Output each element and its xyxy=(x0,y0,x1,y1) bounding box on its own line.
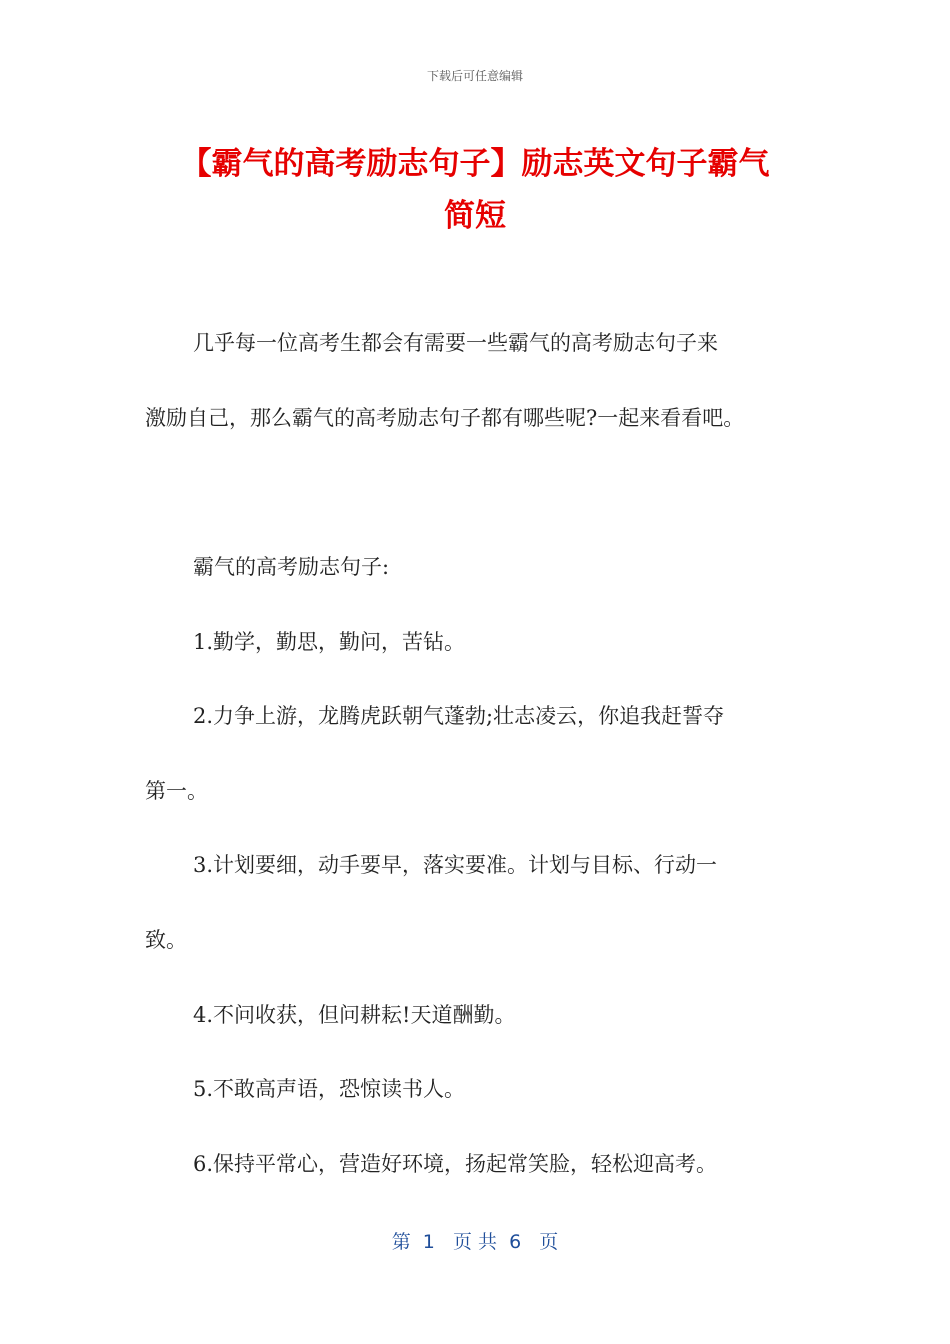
document-title-line-2: 简短 xyxy=(444,198,506,234)
intro-paragraph-line-1: 几乎每一位高考生都会有需要一些霸气的高考励志句子来 xyxy=(193,331,718,355)
list-item-4: 4.不问收获，但问耕耘!天道酬勤。 xyxy=(193,1003,516,1027)
list-item-2: 2.力争上游，龙腾虎跃朝气蓬勃;壮志凌云，你追我赶誓夺 xyxy=(193,704,725,728)
list-item-1: 1.勤学，勤思，勤问，苦钻。 xyxy=(193,630,466,654)
document-title xyxy=(145,138,805,242)
header-note: 下载后可任意编辑 xyxy=(426,69,523,83)
intro-paragraph-line-2: 激励自己，那么霸气的高考励志句子都有哪些呢?一起来看看吧。 xyxy=(145,406,745,430)
list-item-3-continuation: 致。 xyxy=(145,928,187,952)
section-heading: 霸气的高考励志句子: xyxy=(193,555,390,579)
page-number-footer: 第 1 页 共 6 页 xyxy=(391,1231,559,1253)
list-item-2-continuation: 第一。 xyxy=(145,779,208,803)
list-item-6: 6.保持平常心，营造好环境，扬起常笑脸，轻松迎高考。 xyxy=(193,1152,718,1176)
list-item-5: 5.不敢高声语，恐惊读书人。 xyxy=(193,1077,466,1101)
list-item-3: 3.计划要细，动手要早，落实要准。计划与目标、行动一 xyxy=(193,853,718,877)
document-title-line-1: 【霸气的高考励志句子】励志英文句子霸气 xyxy=(180,146,770,182)
